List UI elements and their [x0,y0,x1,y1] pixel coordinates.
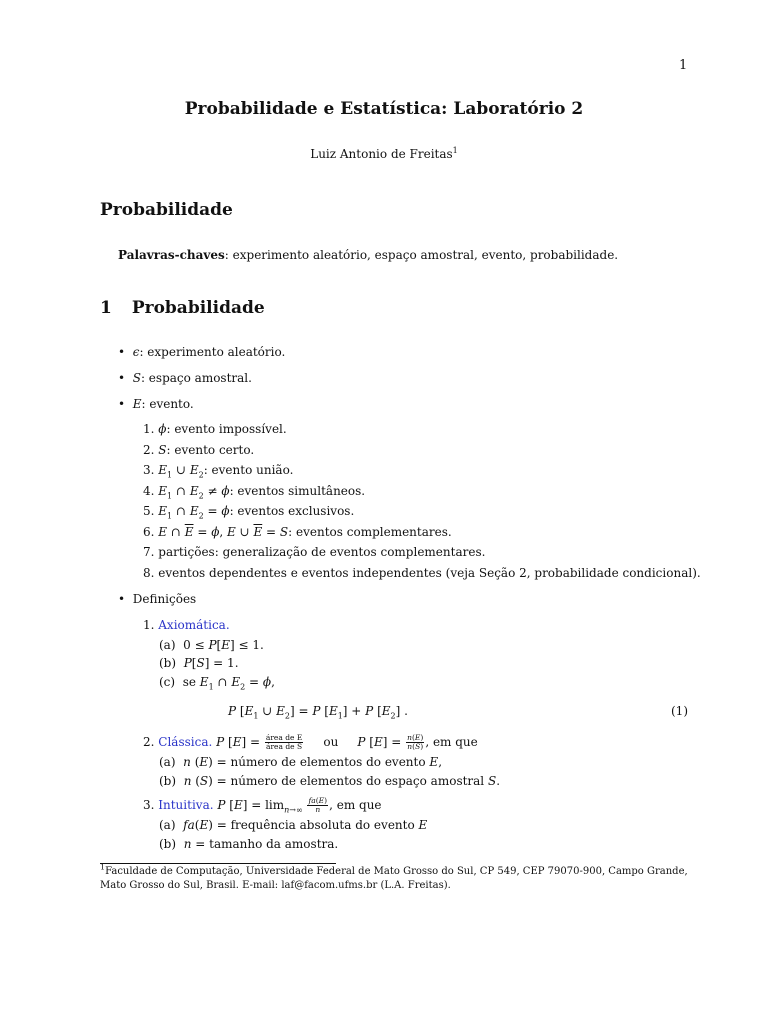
item-text: : eventos exclusivos. [229,504,355,518]
axiom-c: (c) se $E_1$ ∩ $E_2 = \phi$, [159,675,275,692]
count-fraction: $\frac{n(E)}{n(S)}$ [407,733,424,751]
item-text: partições: generalização de eventos complementares. [158,545,486,559]
classic-fraction [265,734,303,751]
item-number: 6. [143,525,155,539]
item-text: : evento impossível. [166,422,287,436]
event-item-6: 6. E ∩ $\overline{E} = \phi$, E ∪ $\overline{E} = S$: eventos complementares. [143,525,452,539]
page-title: Probabilidade e Estatística: Laboratório 2 [184,99,584,119]
bullet-definitions: • Definições [118,592,197,606]
classic-b: (b) n (S) = número de elementos do espaço amostral S. [159,774,501,788]
classic-tail: , em que [425,735,478,749]
section-1-title: Probabilidade [131,298,265,318]
bullet-text: : experimento aleatório. [139,345,286,359]
fraction-numerator: área de E [265,733,303,742]
footnote-rule [100,863,336,864]
classic-link[interactable]: Clássica. [158,735,213,749]
item-number: 8. [143,566,155,580]
section-1-heading [100,298,265,318]
keywords-text: : experimento aleatório, espaço amostral, evento, probabilidade. [224,248,619,262]
event-item-4: 4. $E_1$ ∩ $E_2 \ne \phi$: eventos simultâneos. [143,484,366,501]
axiom-b: (b) P[S] = 1. [159,656,239,670]
item-text: : eventos simultâneos. [229,484,366,498]
equation-1: P [$E_1$ ∪ $E_2] = P$ $[E_1] + P$ $[E_2]$ . [228,704,408,721]
item-text: : eventos complementares. [288,525,452,539]
bullet-symbol: S [132,371,141,385]
author [0,147,768,161]
page-number: 1 [679,58,688,73]
item-number: 7. [143,545,155,559]
author-footnote-mark: 1 [452,146,458,155]
item-text: : evento união. [203,463,294,477]
item-text: eventos dependentes e eventos independentes (veja Seção 2, probabilidade condicional). [158,566,701,580]
footnote-mark: 1 [100,862,106,872]
event-item-7 [143,545,485,559]
def-intuitive: 3. Intuitiva. P $[E] = \lim_{n\to\infty}$ $\frac{fa(E)}{n}$ , em que [143,796,382,815]
or-word: ou [323,735,339,749]
author-name: Luiz Antonio de Freitas [310,147,453,161]
classic-a: (a) n (E) = número de elementos do evento E, [159,755,443,769]
item-number: 2. [143,443,155,457]
bullet-text: : espaço amostral. [140,371,252,385]
bullet-event: • E: evento. [118,397,194,411]
heading-probabilidade: Probabilidade [100,200,233,220]
bullet-symbol: ϵ [132,345,140,359]
event-item-8 [143,566,701,580]
axiom-a: (a) 0 ≤ P[E] ≤ 1. [159,638,264,652]
keywords [118,248,618,262]
item-number: 4. [143,484,155,498]
definitions-label: Definições [132,592,197,606]
classic-b-text: = número de elementos do espaço amostral [216,774,485,788]
def-classic: 2. Clássica. P [E] = $\frac{\text{área de E}}{\text{área de S}}$ ou P [E] = $\frac{n(E)}{n(S)}$ , em que [143,733,478,751]
event-item-5: 5. $E_1$ ∩ $E_2 = \phi$: eventos exclusivos. [143,504,355,521]
event-item-2: 2. S: evento certo. [143,443,255,457]
event-item-3: 3. $E_1$ ∪ $E_2$: evento união. [143,463,294,480]
item-number: 1. [143,422,155,436]
footnote-text: Faculdade de Computação, Universidade Federal de Mato Grosso do Sul, CP 549, CEP 79070-900, Campo Grande, Mato Grosso do Sul, Brasil. E-mail: laf@facom.ufms.br (L.A. Freitas). [100,866,688,891]
keywords-label: Palavras-chaves [118,248,225,262]
item-number: 3. [143,463,155,477]
equation-number: (1) [671,704,688,718]
classic-a-text: = número de elementos do evento [216,755,426,769]
item-text: : evento certo. [166,443,255,457]
intuitive-link[interactable]: Intuitiva. [158,798,214,812]
intuitive-a: (a) fa(E) = frequência absoluta do evento E [159,818,428,832]
axiomatic-link[interactable]: Axiomática. [158,618,230,632]
item-number: 5. [143,504,155,518]
bullet-text: : evento. [141,397,194,411]
bullet-sample-space: • S: espaço amostral. [118,371,252,385]
intuitive-fraction: $\frac{fa(E)}{n}$ [308,796,328,814]
bullet-symbol: E [132,397,142,411]
intuitive-b: (b) n = tamanho da amostra. [159,837,339,851]
bullet-experiment: • ϵ: experimento aleatório. [118,345,286,359]
section-1-number: 1 [100,298,112,318]
footnote [100,862,692,893]
def-axiomatic: 1. Axiomática. [143,618,230,632]
intuitive-tail: , em que [329,798,382,812]
fraction-denominator: área de S [266,742,303,751]
intuitive-b-text: = tamanho da amostra. [195,837,339,851]
intuitive-a-text: = frequência absoluta do evento [216,818,415,832]
event-item-1: 1. ϕ: evento impossível. [143,422,287,436]
